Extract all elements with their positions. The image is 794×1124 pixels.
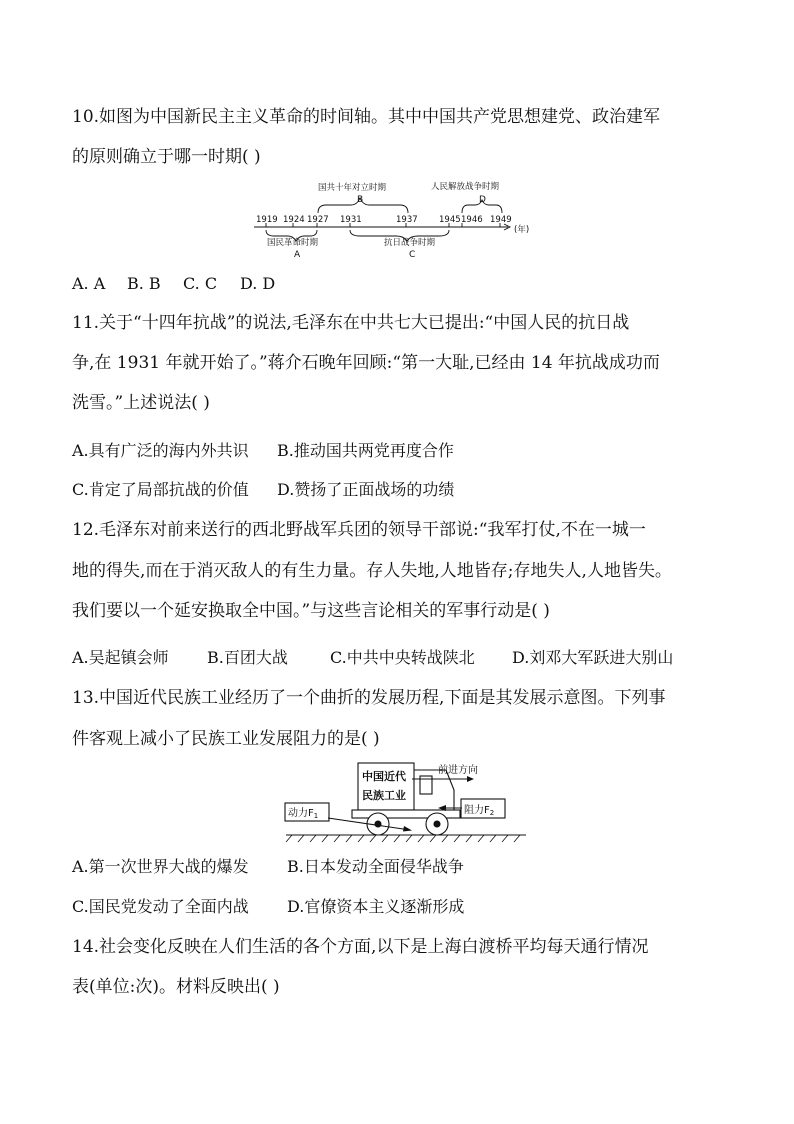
q12-option-d: D.刘邓大军跃进大别山 (512, 648, 674, 667)
timeline-year-1949: 1949 (490, 215, 512, 225)
q11-line-1: 11.关于“十四年抗战”的说法,毛泽东在中共七大已提出:“中国人民的抗日战 (72, 313, 630, 333)
q10-option-d: D. D (240, 274, 276, 293)
q10-option-b: B. B (127, 274, 161, 293)
q11-option-d: D.赞扬了正面战场的功绩 (277, 480, 455, 499)
drive-label: 动力$F_1$ (288, 808, 319, 820)
timeline-figure (250, 178, 550, 262)
q10-line-1: 10.如图为中国新民主主义革命的时间轴。其中中国共产党思想建党、政治建军 (72, 107, 661, 127)
forward-arrowhead (467, 776, 474, 782)
q13-option-a: A.第一次世界大战的爆发 (72, 857, 249, 876)
timeline-label-b: 国共十年对立时期 (318, 183, 387, 193)
timeline-year-1931: 1931 (340, 215, 362, 225)
timeline-year-1946: 1946 (461, 215, 483, 225)
timeline-letter-d: D (479, 195, 486, 205)
q11-option-a: A.具有广泛的海内外共识 (72, 441, 249, 460)
q12-option-b: B.百团大战 (207, 648, 288, 667)
q14-line-2: 表(单位:次)。材料反映出( ) (72, 977, 280, 997)
timeline-unit: (年) (514, 225, 530, 235)
q10-option-a: A. A (72, 274, 106, 293)
q13-line-1: 13.中国近代民族工业经历了一个曲折的发展历程,下面是其发展示意图。下列事 (72, 688, 666, 708)
q11-option-c: C.肯定了局部抗战的价值 (72, 480, 249, 499)
timeline-year-1945: 1945 (439, 215, 461, 225)
truck-front-wheel (426, 813, 448, 835)
timeline-year-1924: 1924 (283, 215, 305, 225)
q11-line-3: 洗雪。”上述说法( ) (72, 393, 210, 413)
timeline-year-1937: 1937 (396, 215, 418, 225)
q12-line-2: 地的得失,而在于消灭敌人的有生力量。存人失地,人地皆存;存地失人,人地皆失。 (72, 561, 672, 581)
timeline-year-1927: 1927 (307, 215, 329, 225)
q14-line-1: 14.社会变化反映在人们生活的各个方面,以下是上海白渡桥平均每天通行情况 (72, 937, 649, 957)
resist-label: 阻力$F_2$ (464, 805, 495, 817)
timeline-label-c: 抗日战争时期 (384, 238, 436, 248)
q12-option-a: A.吴起镇会师 (72, 648, 169, 667)
truck-label-line-2: 民族工业 (362, 789, 406, 802)
drive-arrowhead (403, 826, 412, 832)
timeline-label-d: 人民解放战争时期 (431, 182, 500, 192)
q13-option-d: D.官僚资本主义逐渐形成 (287, 897, 465, 916)
q13-option-c: C.国民党发动了全面内战 (72, 897, 249, 916)
q12-option-c: C.中共中央转战陕北 (330, 648, 475, 667)
q11-option-b: B.推动国共两党再度合作 (277, 441, 454, 460)
q13-option-b: B.日本发动全面侵华战争 (287, 857, 464, 876)
q13-line-2: 件客观上减小了民族工业发展阻力的是( ) (72, 729, 380, 749)
q11-line-2: 争,在 1931 年就开始了。”蒋介石晚年回顾:“第一大耻,已经由 14 年抗战成功而 (72, 353, 660, 373)
q10-line-2: 的原则确立于哪一时期( ) (72, 147, 261, 167)
timeline-label-a: 国民革命时期 (267, 238, 319, 248)
forward-label: 前进方向 (438, 765, 478, 776)
q12-line-1: 12.毛泽东对前来送行的西北野战军兵团的领导干部说:“我军打仗,不在一城一 (72, 520, 646, 540)
ground-hatching (286, 835, 520, 842)
timeline-letter-b: B (357, 195, 364, 205)
truck-label-line-1: 中国近代 (362, 770, 406, 783)
q12-line-3: 我们要以一个延安换取全中国。”与这些言论相关的军事行动是( ) (72, 601, 550, 621)
truck-figure (278, 760, 528, 844)
q10-option-c: C. C (183, 274, 218, 293)
timeline-letter-c: C (409, 250, 416, 260)
timeline-year-1919: 1919 (256, 215, 278, 225)
timeline-letter-a: A (294, 250, 301, 260)
